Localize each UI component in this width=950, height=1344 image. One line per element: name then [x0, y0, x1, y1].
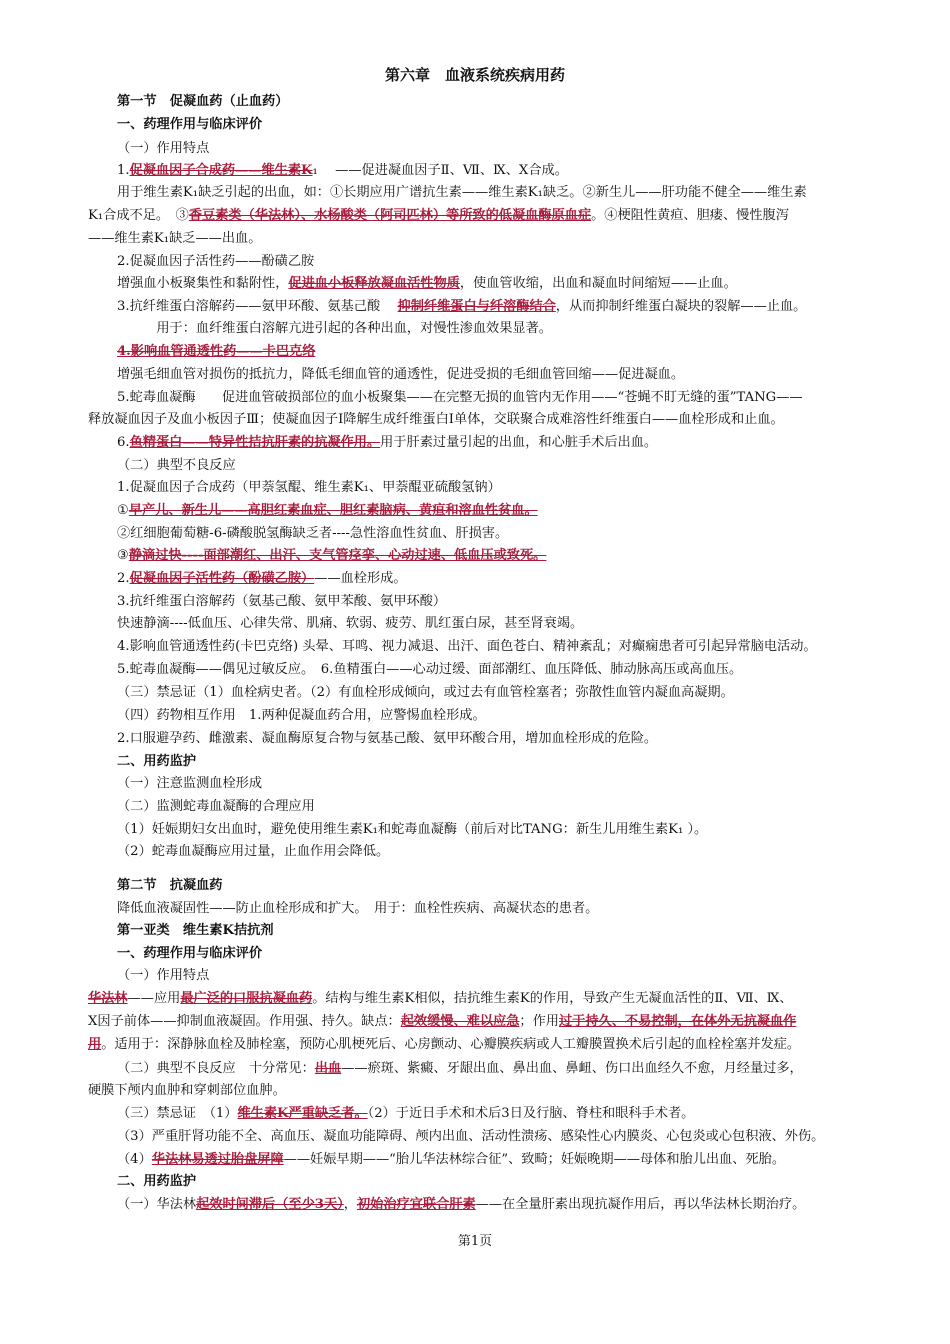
text-segment: ——瘀斑、紫癜、牙龈出血、鼻出血、鼻衄、伤口出血经久不愈，月经量过多， [341, 1061, 803, 1076]
highlighted-phrase: 华法林 [88, 991, 128, 1006]
text-segment: ， [343, 1197, 357, 1212]
text-line [0, 819, 950, 841]
text-line [0, 364, 950, 386]
text-segment: 增强毛细血管对损伤的抵抗力，降低毛细血管的通透性，促进受损的毛细血管回缩——促进凝血。 [117, 367, 685, 382]
text-line [0, 91, 950, 113]
text-segment: 用于：血纤维蛋白溶解亢进引起的各种出血，对慢性渗血效果显著。 [130, 321, 552, 336]
chapter-title [0, 64, 950, 86]
text-line [0, 1194, 950, 1216]
text-line [0, 138, 950, 160]
text-segment: ——维生素K₁缺乏——出血。 [88, 231, 262, 246]
text-line [0, 898, 950, 920]
text-line [0, 705, 950, 727]
text-line [0, 1058, 950, 1080]
text-segment: 1. [117, 163, 130, 178]
text-line [0, 1149, 950, 1171]
text-segment: ——在全量肝素出现抗凝作用后，再以华法林长期治疗。 [475, 1197, 806, 1212]
text-line [0, 523, 950, 545]
text-segment: 用于维生素K₁缺乏引起的出血，如：①长期应用广谱抗生素——维生素K₁缺乏。②新生儿——肝功能不健全——维生素 [117, 185, 807, 200]
text-segment: （1）妊娠期妇女出血时，避免使用维生素K₁和蛇毒血凝酶（前后对比TANG：新生儿用维生素K₁ ）。 [117, 822, 708, 837]
text-segment: 。适用于：深静脉血栓及肺栓塞，预防心肌梗死后、心房颤动、心瓣膜疾病或人工瓣膜置换术后引起的血栓栓塞并发症。 [101, 1037, 801, 1052]
text-segment: 3.抗纤维蛋白溶解药（氨基己酸、氨甲苯酸、氨甲环酸） [117, 594, 447, 609]
highlighted-phrase: 过于持久、不易控制，在体外无抗凝血作 [558, 1014, 797, 1029]
text-segment: （2）于近日手术和术后3日及行脑、脊柱和眼科手术者。 [367, 1106, 695, 1121]
text-segment: 增强血小板聚集性和黏附性， [117, 276, 289, 291]
text-line [0, 205, 950, 227]
text-segment: （二）典型不良反应 十分常见： [117, 1061, 315, 1076]
text-segment: （3）严重肝肾功能不全、高血压、凝血功能障碍、颅内出血、活动性溃疡、感染性心内膜炎、心包炎或心包积液、外伤。 [117, 1129, 825, 1144]
text-line [0, 841, 950, 863]
text-line [0, 988, 950, 1010]
text-segment: （一）华法林 [117, 1197, 197, 1212]
text-line [0, 728, 950, 750]
text-segment: 4.影响血管通透性药(卡巴克络) 头晕、耳鸣、视力减退、出汗、面色苍白、精神紊乱；对癫痫患者可引起异常脑电活动。 [117, 639, 817, 654]
text-line [0, 682, 950, 704]
text-line [0, 114, 950, 136]
text-line [0, 875, 950, 897]
text-segment: 。结构与维生素K相似，拮抗维生素K的作用，导致产生无凝血活性的Ⅱ、Ⅶ、Ⅸ、 [312, 991, 793, 1006]
text-line [0, 591, 950, 613]
text-line [0, 1034, 950, 1056]
text-line [0, 273, 950, 295]
text-segment: 释放凝血因子及血小板因子Ⅲ；使凝血因子Ⅰ降解生成纤维蛋白Ⅰ单体，交联聚合成难溶性纤维蛋白——血栓形成和止血。 [88, 412, 784, 427]
text-segment: 一、药理作用与临床评价 [117, 117, 263, 132]
highlighted-phrase: 静滴过快----面部潮红、出汗、支气管痉挛、心动过速、低血压或致死。 [128, 548, 547, 563]
text-line [0, 228, 950, 250]
text-line [0, 568, 950, 590]
text-segment: 6. [117, 435, 130, 450]
text-line [0, 659, 950, 681]
text-segment: ₁ ——促进凝血因子Ⅱ、Ⅶ、Ⅸ、Ⅹ合成。 [312, 163, 568, 178]
text-segment: （一）作用特点 [117, 141, 210, 156]
highlighted-phrase: 早产儿、新生儿——高胆红素血症、胆红素脑病、黄疸和溶血性贫血。 [128, 503, 538, 518]
text-segment: 第二节 抗凝血药 [117, 878, 223, 893]
text-line [0, 432, 950, 454]
text-segment: 2. [117, 571, 130, 586]
highlighted-phrase: 起效时间滞后（至少3天） [196, 1197, 344, 1212]
text-line [0, 636, 950, 658]
text-line [0, 387, 950, 409]
text-line [0, 1011, 950, 1033]
text-segment: ① [117, 503, 129, 518]
text-line [0, 920, 950, 942]
text-line [0, 341, 950, 363]
text-segment: （二）典型不良反应 [117, 458, 236, 473]
highlighted-phrase: 华法林易透过胎盘屏障 [151, 1152, 284, 1167]
text-segment: （二）监测蛇毒血凝酶的合理应用 [117, 799, 315, 814]
text-segment: 第一节 促凝血药（止血药） [117, 94, 289, 109]
text-line [0, 965, 950, 987]
text-segment: 一、药理作用与临床评价 [117, 946, 263, 961]
text-segment: ，使血管收缩，出血和凝血时间缩短——止血。 [459, 276, 737, 291]
text-line [0, 318, 950, 340]
text-segment: 第一亚类 维生素K拮抗剂 [117, 923, 274, 938]
highlighted-phrase: 促凝血因子合成药——维生素K [129, 163, 313, 178]
text-segment: 快速静滴----低血压、心律失常、肌痛、软弱、疲劳、肌红蛋白尿，甚至肾衰竭。 [117, 616, 584, 631]
highlighted-phrase: 香豆素类（华法林）、水杨酸类（阿司匹林）等所致的低凝血酶原血症 [188, 208, 592, 223]
text-line [0, 943, 950, 965]
text-line [0, 296, 950, 318]
highlighted-phrase: 用 [88, 1037, 102, 1052]
text-line [0, 409, 950, 431]
text-segment: 用于肝素过量引起的出血，和心脏手术后出血。 [380, 435, 658, 450]
text-line [0, 160, 950, 182]
highlighted-phrase: 维生素K严重缺乏者。 [237, 1106, 368, 1121]
text-segment: 降低血液凝固性——防止血栓形成和扩大。 用于：血栓性疾病、高凝状态的患者。 [117, 901, 599, 916]
page-footer: 第1页 [457, 1234, 493, 1249]
text-segment: ③ [117, 548, 129, 563]
text-segment: 二、用药监护 [117, 1174, 197, 1189]
text-segment: 2.口服避孕药、雌激素、凝血酶原复合物与氨基己酸、氨甲环酸合用，增加血栓形成的危险。 [117, 731, 658, 746]
text-line [0, 1126, 950, 1148]
text-segment: 5.蛇毒血凝酶——偶见过敏反应。 6.鱼精蛋白——心动过缓、面部潮红、血压降低、肺动脉高压或高血压。 [117, 662, 743, 677]
text-segment: 第六章 血液系统疾病用药 [384, 66, 565, 84]
highlighted-phrase: 鱼精蛋白——特异性拮抗肝素的抗凝作用。 [129, 435, 381, 450]
text-line [0, 545, 950, 567]
text-segment: K₁合成不足。 ③ [88, 208, 189, 223]
text-segment: ，从而抑制纤维蛋白凝块的裂解——止血。 [555, 299, 807, 314]
text-segment: ；作用 [519, 1014, 559, 1029]
highlighted-phrase: 初始治疗宜联合肝素 [356, 1197, 476, 1212]
text-line [0, 1171, 950, 1193]
highlighted-phrase: 起效缓慢、难以应急 [400, 1014, 520, 1029]
text-segment: ——血栓形成。 [314, 571, 407, 586]
text-segment: （4） [117, 1152, 152, 1167]
text-segment: 二、用药监护 [117, 754, 197, 769]
text-segment: （三）禁忌证（1）血栓病史者。（2）有血栓形成倾向，或过去有血管栓塞者；弥散性血管内凝血高凝期。 [117, 685, 734, 700]
highlighted-phrase: 抑制纤维蛋白与纤溶酶结合 [397, 299, 556, 314]
text-segment: 5.蛇毒血凝酶 促进血管破损部位的血小板聚集——在完整无损的血管内无作用——“苍蝇不盯无缝的蛋”TANG—— [117, 390, 803, 405]
text-segment: （四）药物相互作用 1.两种促凝血药合用，应警惕血栓形成。 [117, 708, 486, 723]
text-segment: 2.促凝血因子活性药——酚磺乙胺 [117, 254, 315, 269]
text-segment: （一）作用特点 [117, 968, 210, 983]
text-segment: （2）蛇毒血凝酶应用过量，止血作用会降低。 [117, 844, 390, 859]
text-segment: 3.抗纤维蛋白溶解药——氨甲环酸、氨基己酸 [117, 299, 398, 314]
text-line [0, 1080, 950, 1102]
text-segment: ——妊娠早期——“胎儿华法林综合征”、致畸；妊娠晚期——母体和胎儿出血、死胎。 [283, 1152, 786, 1167]
text-line [0, 796, 950, 818]
text-line [0, 500, 950, 522]
text-line [0, 477, 950, 499]
text-line [0, 455, 950, 477]
text-line [0, 251, 950, 273]
text-line [0, 1103, 950, 1125]
text-line [0, 751, 950, 773]
text-segment: 。④梗阻性黄疸、胆瘘、慢性腹泻 [591, 208, 789, 223]
text-segment: Ⅹ因子前体——抑制血液凝固。作用强、持久。缺点： [88, 1014, 401, 1029]
highlighted-phrase: 4.影响血管通透性药——卡巴克络 [117, 344, 316, 359]
highlighted-phrase: 促凝血因子活性药（酚磺乙胺） [129, 571, 315, 586]
highlighted-phrase: 促进血小板释放凝血活性物质 [288, 276, 460, 291]
text-segment: 硬膜下颅内血肿和穿刺部位血肿。 [88, 1083, 286, 1098]
text-segment: （三）禁忌证 （1） [117, 1106, 238, 1121]
text-line [0, 613, 950, 635]
text-line [0, 182, 950, 204]
text-segment: （一）注意监测血栓形成 [117, 776, 263, 791]
highlighted-phrase: 出血 [314, 1061, 342, 1076]
text-segment: ——应用 [127, 991, 181, 1006]
text-segment: ②红细胞葡萄糖-6-磷酸脱氢酶缺乏者----急性溶血性贫血、肝损害。 [117, 526, 509, 541]
text-line [0, 773, 950, 795]
text-segment: 1.促凝血因子合成药（甲萘氢醌、维生素K₁、甲萘醌亚硫酸氢钠） [117, 480, 501, 495]
highlighted-phrase: 最广泛的口服抗凝血药 [180, 991, 313, 1006]
